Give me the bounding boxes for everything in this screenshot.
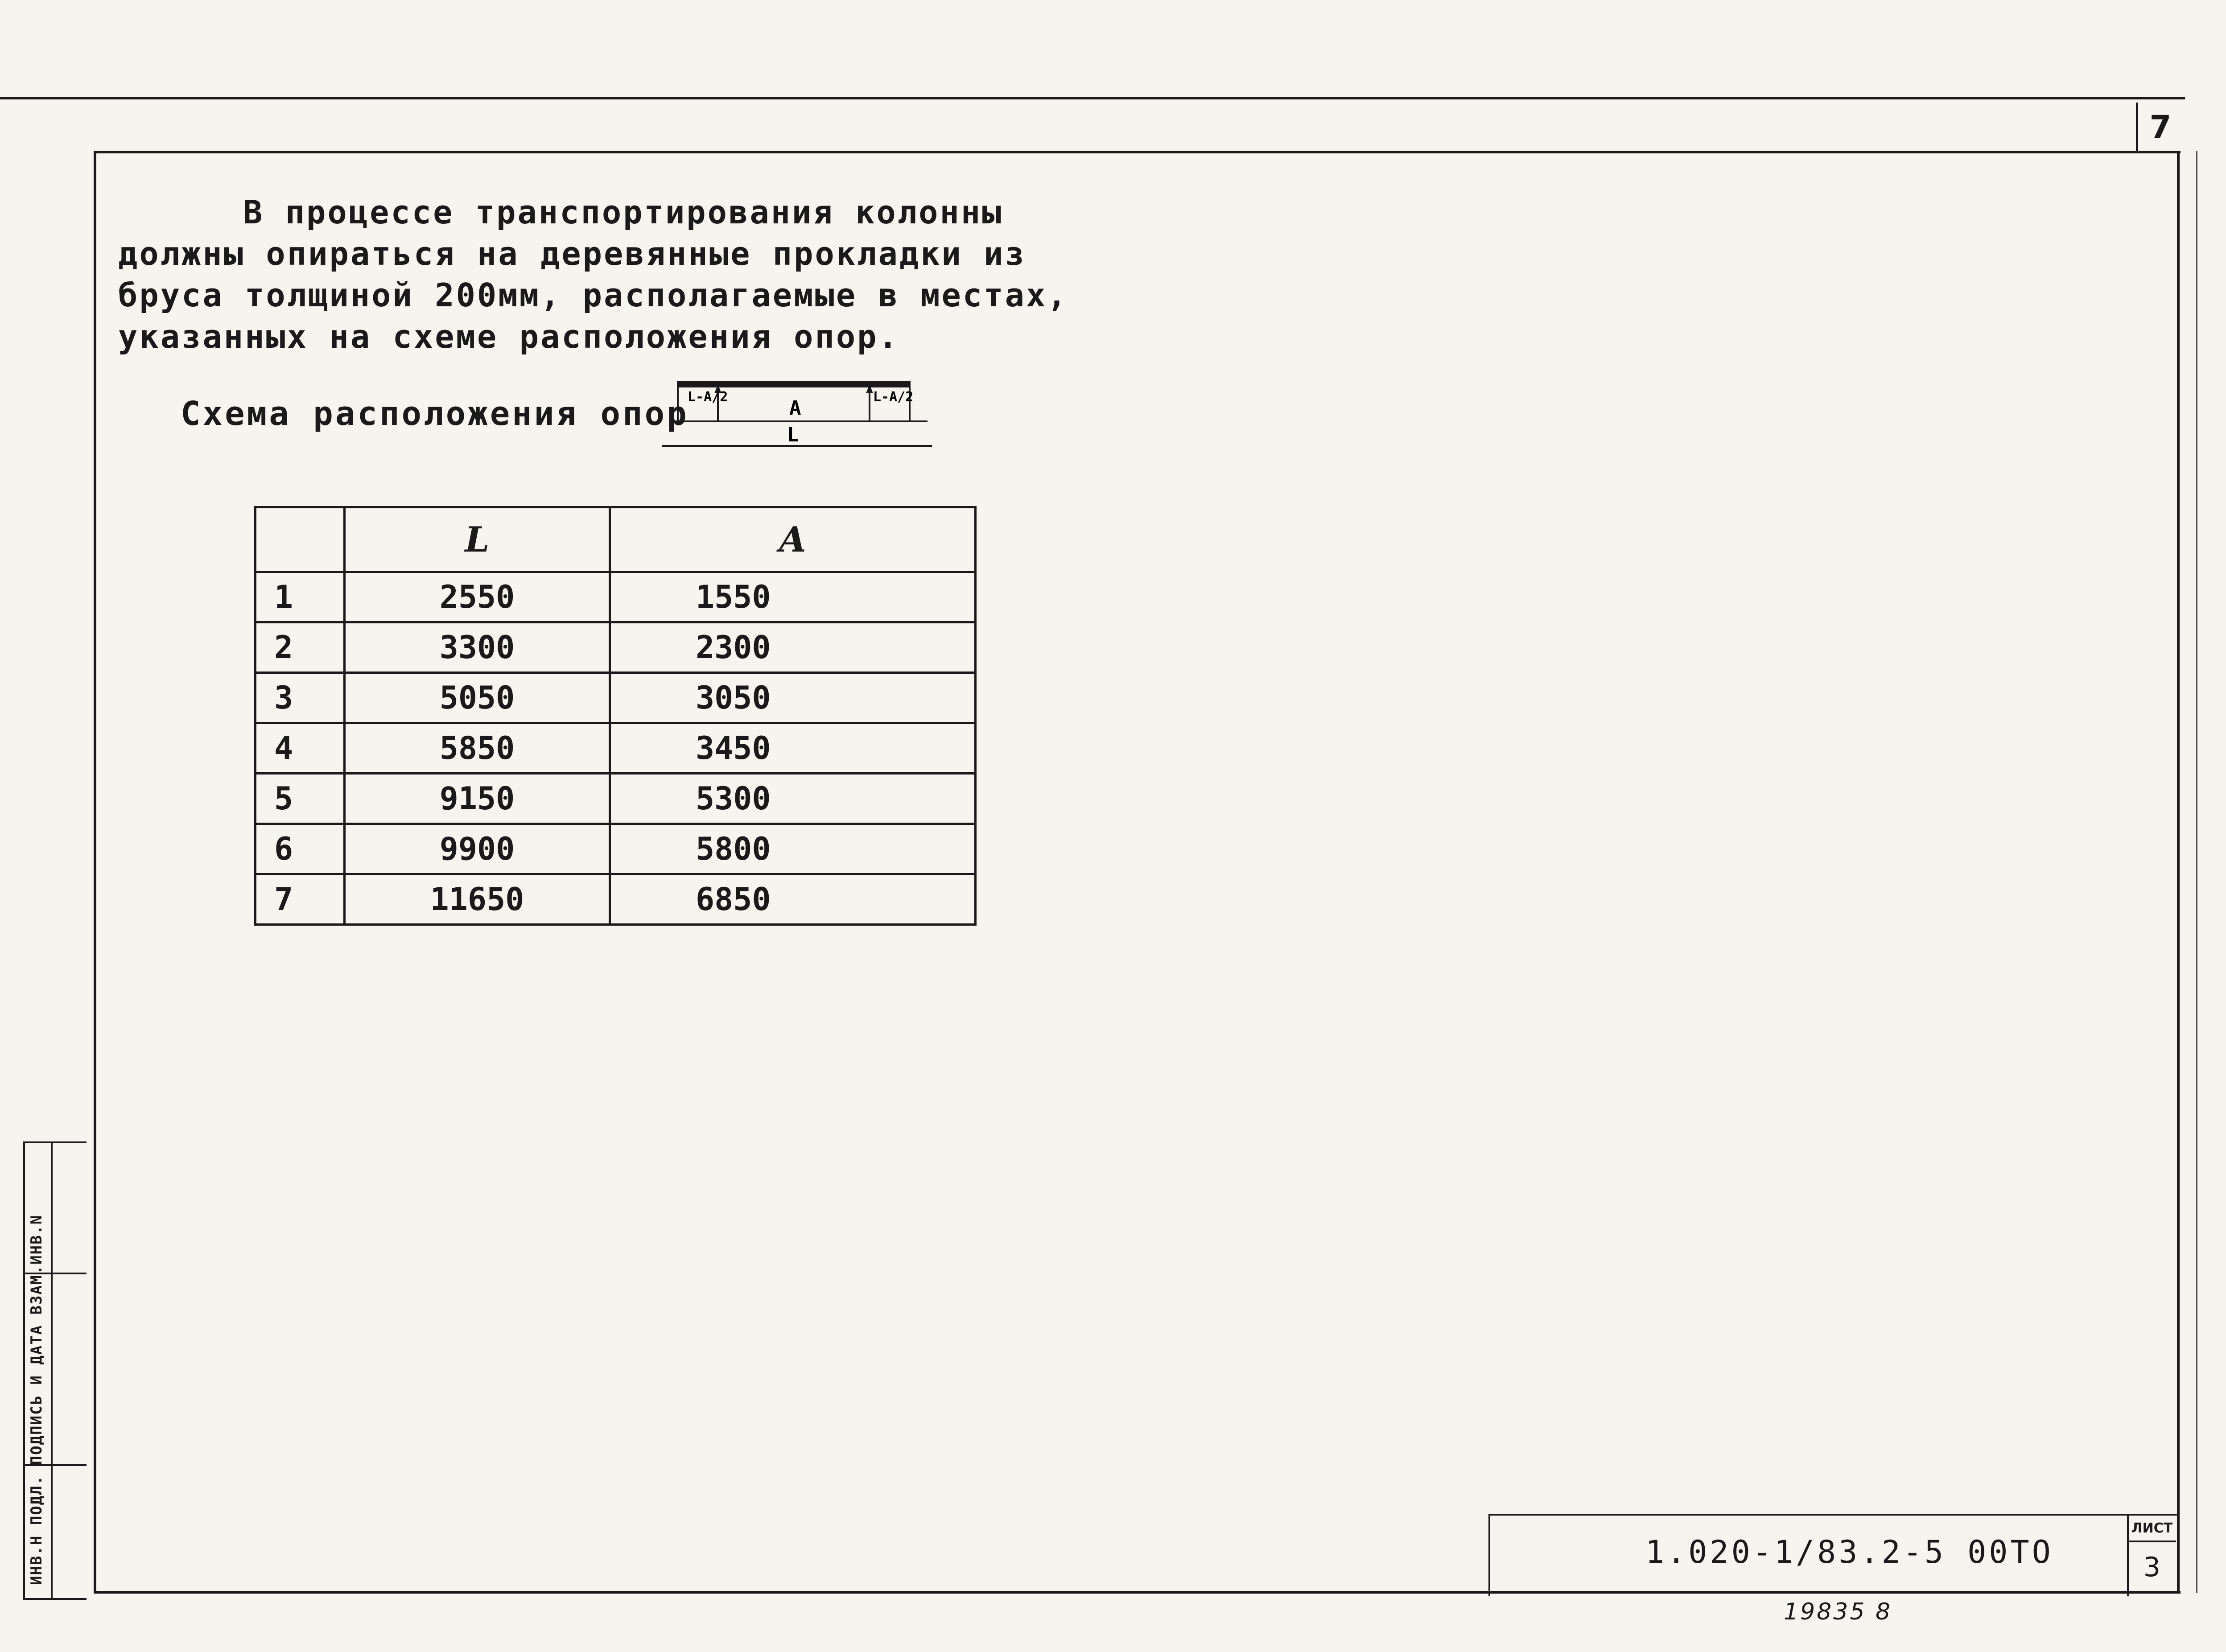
row-index: 7 — [256, 874, 345, 925]
header-a: A — [610, 507, 976, 572]
frame-right-outer — [2196, 151, 2197, 1593]
table-row — [256, 673, 976, 723]
frame-top — [94, 151, 2181, 153]
top-edge-line — [0, 97, 2185, 99]
dimensions-table — [254, 506, 977, 926]
scheme-title: Схема расположения опор — [181, 395, 689, 433]
table-row — [256, 824, 976, 874]
document-code: 1.020-1/83.2-5 00ТО — [1645, 1534, 2053, 1570]
stamp-divider — [51, 1143, 53, 1598]
row-index: 4 — [256, 723, 345, 774]
table-row — [256, 622, 976, 673]
span-label: A — [789, 397, 801, 420]
row-a: 2300 — [610, 622, 976, 673]
row-index: 1 — [256, 572, 345, 622]
left-support-label: L-A/2 — [688, 389, 728, 405]
table-row — [256, 774, 976, 824]
archive-number: 19835 8 — [1784, 1598, 1892, 1625]
intro-paragraph: В процессе транспортирования колонны должны опираться на деревянные прокладки из бруса толщиной 200мм, располагаемые в местах, указанных на схеме расположения опор. — [118, 194, 1068, 355]
row-index: 2 — [256, 622, 345, 673]
frame-left — [94, 151, 96, 1593]
table-row — [256, 572, 976, 622]
row-a: 5800 — [610, 824, 976, 874]
row-a: 1550 — [610, 572, 976, 622]
row-l: 5050 — [345, 673, 610, 723]
row-index: 3 — [256, 673, 345, 723]
row-a: 6850 — [610, 874, 976, 925]
header-index — [256, 507, 345, 572]
row-a: 3050 — [610, 673, 976, 723]
row-index: 6 — [256, 824, 345, 874]
support-scheme-diagram — [660, 375, 936, 459]
row-a: 3450 — [610, 723, 976, 774]
page-number: 7 — [2136, 103, 2183, 152]
row-l: 9150 — [345, 774, 610, 824]
header-l: L — [345, 507, 610, 572]
sheet-number: 3 — [2143, 1552, 2161, 1583]
row-l: 2550 — [345, 572, 610, 622]
row-index: 5 — [256, 774, 345, 824]
row-l: 11650 — [345, 874, 610, 925]
row-l: 3300 — [345, 622, 610, 673]
table-row — [256, 723, 976, 774]
length-label: L — [787, 424, 799, 446]
table-header-row — [256, 507, 976, 572]
table-row — [256, 874, 976, 925]
right-support-label: L-A/2 — [873, 389, 914, 405]
beam-top-edge — [678, 381, 910, 387]
sheet-label: ЛИСТ — [2128, 1516, 2176, 1542]
row-l: 9900 — [345, 824, 610, 874]
row-a: 5300 — [610, 774, 976, 824]
frame-right — [2177, 151, 2180, 1593]
left-stamp-text: ИНВ.Н ПОДЛ. ПОДПИСЬ И ДАТА ВЗАМ.ИНВ.N — [28, 1214, 45, 1585]
row-l: 5850 — [345, 723, 610, 774]
